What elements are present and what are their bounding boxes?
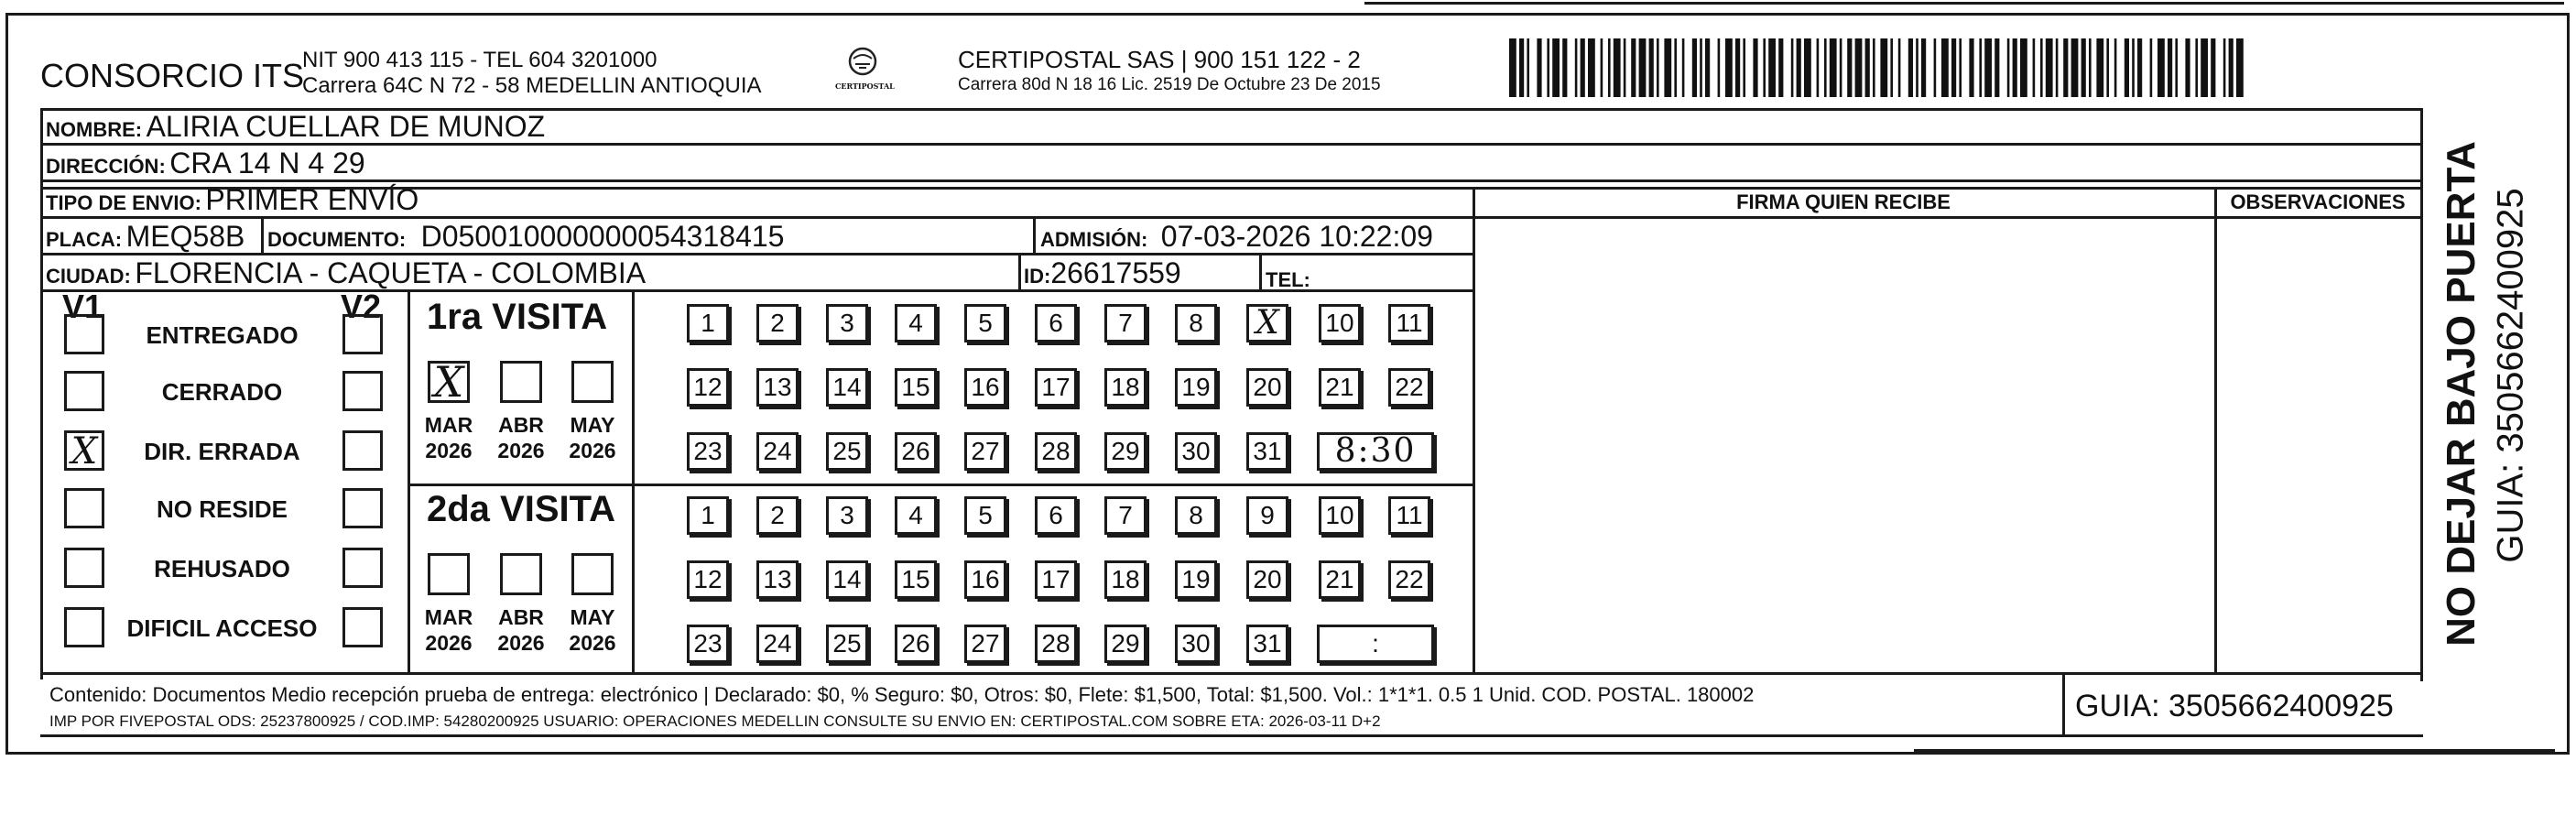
year-label: 2026 — [569, 439, 616, 462]
footer-guia: GUIA: 3505662400925 — [2075, 689, 2394, 723]
side-guia-text: GUIA: 3505662400925 — [2490, 188, 2531, 563]
barcode-bar — [1778, 38, 1783, 97]
barcode-bar — [1562, 38, 1567, 97]
day-box[interactable]: 6 — [1035, 304, 1077, 342]
address-label: DIRECCIÓN: — [46, 155, 166, 178]
plate-label: PLACA: — [46, 228, 123, 251]
company-address: Carrera 64C N 72 - 58 MEDELLIN ANTIOQUIA — [302, 73, 762, 98]
barcode-bar — [1979, 38, 1982, 97]
month-checkbox[interactable] — [428, 553, 470, 595]
barcode-bar — [1840, 38, 1842, 97]
day-box[interactable]: 26 — [895, 625, 937, 663]
day-box[interactable]: 13 — [756, 368, 799, 407]
month-checkbox[interactable] — [571, 361, 614, 403]
barcode-bar — [1830, 38, 1837, 97]
barcode-bar — [1768, 38, 1776, 97]
day-box[interactable]: 23 — [687, 625, 729, 663]
barcode-bar — [1791, 38, 1794, 97]
day-box[interactable]: 25 — [826, 625, 868, 663]
barcode-bar — [1959, 38, 1962, 97]
barcode-bar — [1908, 38, 1913, 97]
barcode-bar — [1692, 38, 1697, 97]
certipostal-logo — [835, 46, 895, 97]
day-box[interactable]: 17 — [1035, 560, 1077, 599]
day-box[interactable]: 13 — [756, 560, 799, 599]
grid-line — [408, 484, 1474, 486]
day-box[interactable]: 11 — [1388, 496, 1430, 535]
barcode-bar — [1804, 38, 1811, 97]
barcode-bar — [1664, 38, 1671, 97]
day-box[interactable]: 2 — [756, 304, 799, 342]
day-box[interactable]: 7 — [1104, 304, 1147, 342]
barcode-bar — [1763, 38, 1766, 97]
day-box[interactable]: 19 — [1175, 560, 1217, 599]
barcode-bar — [1608, 38, 1611, 97]
day-box[interactable]: 3 — [826, 304, 868, 342]
day-box[interactable]: 15 — [895, 368, 937, 407]
barcode-bar — [1547, 38, 1549, 97]
month-label: ABR — [498, 413, 544, 437]
status-label: REHUSADO — [154, 555, 290, 582]
day-box[interactable]: 30 — [1175, 432, 1217, 471]
barcode-bar — [2056, 38, 2059, 97]
barcode-bar — [2132, 38, 2135, 97]
day-box[interactable]: 16 — [964, 560, 1006, 599]
status-v2-checkbox[interactable] — [342, 371, 383, 411]
day-box[interactable]: 24 — [756, 625, 799, 663]
name-label: NOMBRE: — [46, 118, 143, 141]
barcode-bar — [1649, 38, 1654, 97]
status-v1-checkbox[interactable] — [64, 548, 104, 588]
barcode-bar — [2168, 38, 2172, 97]
day-box[interactable]: 31 — [1246, 432, 1288, 471]
status-v1-checkbox[interactable]: X — [64, 430, 104, 471]
day-box[interactable]: 20 — [1246, 560, 1288, 599]
barcode-bar — [1921, 38, 1926, 97]
barcode-bar — [2096, 38, 2103, 97]
day-box[interactable]: 25 — [826, 432, 868, 471]
address-row — [46, 147, 365, 180]
day-box[interactable]: 15 — [895, 560, 937, 599]
plate-value: MEQ58B — [125, 220, 245, 253]
barcode-bar — [1575, 38, 1578, 97]
company-nit: NIT 900 413 115 - TEL 604 3201000 — [302, 48, 658, 72]
barcode-bar — [2125, 38, 2129, 97]
day-box[interactable]: 21 — [1319, 560, 1361, 599]
footer-imp: IMP POR FIVEPOSTAL ODS: 25237800925 / COD.IMP: 54280200925 USUARIO: OPERACIONES MEDELLIN CONSULTE SU ENVIO EN: CERTIPOSTAL.COM SOBRE ETA: 2026-03-11 D+2 — [49, 712, 1381, 730]
recipient-address: CRA 14 N 4 29 — [169, 147, 365, 179]
barcode-bar — [1581, 38, 1585, 97]
barcode-bar — [1509, 38, 1516, 97]
day-box[interactable]: 11 — [1388, 304, 1430, 342]
grid-line — [40, 734, 2423, 737]
day-box[interactable]: 27 — [964, 625, 1006, 663]
day-box[interactable]: 14 — [826, 560, 868, 599]
status-v1-checkbox[interactable] — [64, 607, 104, 647]
side-guia — [2487, 137, 2535, 650]
grid-line — [40, 179, 2423, 182]
company-name: CONSORCIO ITS — [40, 57, 305, 94]
city-label: CIUDAD: — [46, 265, 131, 288]
month-checkbox[interactable] — [571, 553, 614, 595]
day-box[interactable]: 12 — [687, 560, 729, 599]
day-box[interactable]: 12 — [687, 368, 729, 407]
admission-row — [1040, 220, 1433, 254]
barcode-bar — [2007, 38, 2010, 97]
grid-line — [1259, 255, 1262, 291]
logo-text: CERTIPOSTAL — [835, 82, 895, 91]
day-box[interactable]: 18 — [1104, 368, 1147, 407]
barcode-bar — [1639, 38, 1647, 97]
day-box[interactable]: 19 — [1175, 368, 1217, 407]
side-warning-text: NO DEJAR BAJO PUERTA — [2439, 141, 2484, 647]
v1-label: V1 — [62, 288, 103, 325]
month-label: MAY — [570, 413, 615, 437]
barcode-bar — [2046, 38, 2053, 97]
barcode-bar — [2236, 38, 2244, 97]
plate-row — [46, 220, 245, 254]
day-box[interactable]: 2 — [756, 496, 799, 535]
status-v2-checkbox[interactable] — [342, 548, 383, 588]
barcode-bar — [2040, 38, 2043, 97]
year-label: 2026 — [425, 439, 473, 462]
tel-row — [1266, 260, 1310, 294]
year-label: 2026 — [497, 439, 545, 462]
city-row — [46, 256, 646, 290]
month-label: MAR — [424, 605, 473, 629]
grid-line — [1033, 218, 1036, 255]
day-box[interactable]: 24 — [756, 432, 799, 471]
send-type-row — [46, 183, 418, 217]
document-value: D050010000000054318415 — [420, 220, 785, 253]
grid-line — [1018, 255, 1021, 291]
barcode-bar — [1951, 38, 1956, 97]
barcode-bar — [1941, 38, 1949, 97]
time-box[interactable]: : — [1317, 625, 1434, 663]
status-v1-checkbox[interactable] — [64, 371, 104, 411]
id-value: 26617559 — [1050, 256, 1181, 289]
barcode-bar — [1916, 38, 1918, 97]
barcode-bar — [1934, 38, 1937, 97]
barcode-bar — [1824, 38, 1827, 97]
status-label: DIR. ERRADA — [144, 438, 300, 465]
barcode-bar — [1705, 38, 1710, 97]
barcode-bar — [2223, 38, 2226, 97]
barcode-bar — [1735, 38, 1740, 97]
barcode-bar — [2013, 38, 2017, 97]
day-box[interactable]: 7 — [1104, 496, 1147, 535]
barcode-bar — [2106, 38, 2109, 97]
day-box[interactable]: 21 — [1319, 368, 1361, 407]
day-box[interactable]: 31 — [1246, 625, 1288, 663]
grid-line — [40, 672, 2423, 675]
id-label: ID: — [1024, 265, 1051, 288]
day-box[interactable]: 28 — [1035, 432, 1077, 471]
month-label: MAY — [570, 605, 615, 629]
month-label: ABR — [498, 605, 544, 629]
footer-content: Contenido: Documentos Medio recepción prueba de entrega: electrónico | Declarado: $0, % Seguro: $0, Otros: $0, Flete: $1,500, Total: $1,500. Vol.: 1*1*1. 0.5 1 Unid. COD. POSTAL. 180002 — [49, 683, 1755, 706]
grid-line — [1473, 189, 1475, 674]
time-box[interactable]: 8:30 — [1317, 432, 1434, 471]
year-label: 2026 — [497, 631, 545, 655]
barcode-bar — [1657, 38, 1659, 97]
city-value: FLORENCIA - CAQUETA - COLOMBIA — [135, 256, 647, 289]
signature-header: FIRMA QUIEN RECIBE — [1736, 190, 1951, 213]
day-box[interactable]: 9 — [1246, 496, 1288, 535]
visit-1-title: 1ra VISITA — [427, 297, 608, 337]
day-box[interactable]: 4 — [895, 496, 937, 535]
document-label: DOCUMENTO: — [267, 228, 407, 251]
barcode-bar — [1537, 38, 1541, 97]
day-box[interactable]: 29 — [1104, 625, 1147, 663]
v2-label: V2 — [341, 288, 382, 325]
day-box[interactable]: 5 — [964, 496, 1006, 535]
day-box[interactable]: 8 — [1175, 304, 1217, 342]
month-checkbox[interactable] — [500, 361, 542, 403]
barcode-bar — [1847, 38, 1852, 97]
grid-line — [2420, 108, 2423, 681]
day-box[interactable]: 3 — [826, 496, 868, 535]
barcode-bar — [1725, 38, 1733, 97]
admission-value: 07-03-2026 10:22:09 — [1160, 220, 1433, 253]
certipostal-logo-icon — [844, 46, 881, 77]
day-box[interactable]: 6 — [1035, 496, 1077, 535]
admission-label: ADMISIÓN: — [1040, 228, 1148, 251]
barcode-bar — [2211, 38, 2215, 97]
day-box[interactable]: 18 — [1104, 560, 1147, 599]
status-v2-checkbox[interactable] — [342, 488, 383, 528]
day-box[interactable]: 14 — [826, 368, 868, 407]
barcode-bar — [2033, 38, 2036, 97]
barcode-bar — [1700, 38, 1702, 97]
barcode-bar — [1855, 38, 1863, 97]
tel-label: TEL: — [1266, 268, 1310, 291]
day-box[interactable]: 30 — [1175, 625, 1217, 663]
carrier-name: CERTIPOSTAL SAS | 900 151 122 - 2 — [958, 46, 1361, 73]
month-checkbox[interactable] — [500, 553, 542, 595]
day-box[interactable]: 10 — [1319, 496, 1361, 535]
day-box[interactable]: 4 — [895, 304, 937, 342]
day-box[interactable]: 29 — [1104, 432, 1147, 471]
barcode-bar — [1873, 38, 1875, 97]
month-checkbox[interactable]: X — [428, 361, 470, 403]
day-box[interactable]: 10 — [1319, 304, 1361, 342]
day-box[interactable]: 20 — [1246, 368, 1288, 407]
barcode-bar — [2201, 38, 2208, 97]
barcode-bar — [2071, 38, 2079, 97]
barcode-bar — [1718, 38, 1721, 97]
day-box[interactable]: 5 — [964, 304, 1006, 342]
status-v1-checkbox[interactable] — [64, 488, 104, 528]
day-box[interactable]: 23 — [687, 432, 729, 471]
barcode-bar — [1984, 38, 1992, 97]
barcode-bar — [1880, 38, 1887, 97]
day-box[interactable]: 16 — [964, 368, 1006, 407]
barcode-bar — [1890, 38, 1893, 97]
status-v2-checkbox[interactable] — [342, 314, 383, 354]
year-label: 2026 — [569, 631, 616, 655]
document-row — [267, 220, 784, 254]
day-box[interactable]: 28 — [1035, 625, 1077, 663]
grid-line — [632, 291, 635, 674]
barcode-bar — [2081, 38, 2086, 97]
barcode-bar — [1682, 38, 1685, 97]
grid-line — [2214, 189, 2217, 674]
barcode-bar — [2020, 38, 2027, 97]
barcode-bar — [2137, 38, 2142, 97]
day-box[interactable]: 17 — [1035, 368, 1077, 407]
scan-artifact-line — [1914, 749, 2555, 752]
visit-2-title: 2da VISITA — [427, 489, 615, 529]
day-box[interactable]: 22 — [1388, 368, 1430, 407]
status-v2-checkbox[interactable] — [342, 607, 383, 647]
barcode-bar — [2114, 38, 2117, 97]
day-box[interactable]: 1 — [687, 304, 729, 342]
status-label: CERRADO — [161, 378, 283, 406]
status-label: ENTREGADO — [146, 321, 299, 349]
grid-line — [40, 110, 43, 679]
day-box[interactable]: 22 — [1388, 560, 1430, 599]
barcode-bar — [2195, 38, 2198, 97]
observations-header: OBSERVACIONES — [2230, 190, 2406, 213]
barcode-bar — [1865, 38, 1870, 97]
barcode-bar — [2158, 38, 2165, 97]
grid-line — [2062, 674, 2065, 736]
barcode-bar — [2175, 38, 2178, 97]
day-box[interactable]: 1 — [687, 496, 729, 535]
barcode-bar — [1614, 38, 1621, 97]
name-row — [46, 110, 545, 144]
recipient-name: ALIRIA CUELLAR DE MUNOZ — [146, 110, 546, 143]
barcode-bar — [1624, 38, 1626, 97]
barcode-bar — [2063, 38, 2068, 97]
status-label: DIFICIL ACCESO — [126, 614, 318, 642]
barcode — [1509, 38, 2244, 97]
barcode-bar — [2150, 38, 2153, 97]
send-type-value: PRIMER ENVÍO — [205, 183, 419, 216]
barcode-bar — [2229, 38, 2234, 97]
side-warning — [2429, 137, 2494, 650]
day-box[interactable]: X — [1246, 304, 1288, 342]
barcode-bar — [1969, 38, 1973, 97]
send-type-label: TIPO DE ENVIO: — [46, 191, 201, 214]
grid-line — [408, 291, 410, 674]
grid-line — [261, 218, 264, 255]
barcode-bar — [1994, 38, 1999, 97]
day-box[interactable]: 8 — [1175, 496, 1217, 535]
status-v2-checkbox[interactable] — [342, 430, 383, 471]
carrier-address: Carrera 80d N 18 16 Lic. 2519 De Octubre 23 De 2015 — [958, 75, 1381, 94]
barcode-bar — [1527, 38, 1529, 97]
barcode-bar — [1519, 38, 1524, 97]
barcode-bar — [1588, 38, 1595, 97]
status-label: NO RESIDE — [156, 495, 288, 523]
barcode-bar — [1898, 38, 1901, 97]
day-box[interactable]: 26 — [895, 432, 937, 471]
barcode-bar — [1743, 38, 1745, 97]
barcode-bar — [1601, 38, 1603, 97]
barcode-bar — [2089, 38, 2092, 97]
top-scan-line — [1364, 2, 2564, 5]
day-box[interactable]: 27 — [964, 432, 1006, 471]
barcode-bar — [1552, 38, 1560, 97]
barcode-bar — [2185, 38, 2190, 97]
barcode-bar — [1753, 38, 1757, 97]
barcode-bar — [1797, 38, 1801, 97]
month-label: MAR — [424, 413, 473, 437]
year-label: 2026 — [425, 631, 473, 655]
barcode-bar — [1674, 38, 1677, 97]
id-row — [1024, 256, 1181, 290]
status-v1-checkbox[interactable] — [64, 314, 104, 354]
barcode-bar — [1817, 38, 1820, 97]
barcode-bar — [1631, 38, 1636, 97]
